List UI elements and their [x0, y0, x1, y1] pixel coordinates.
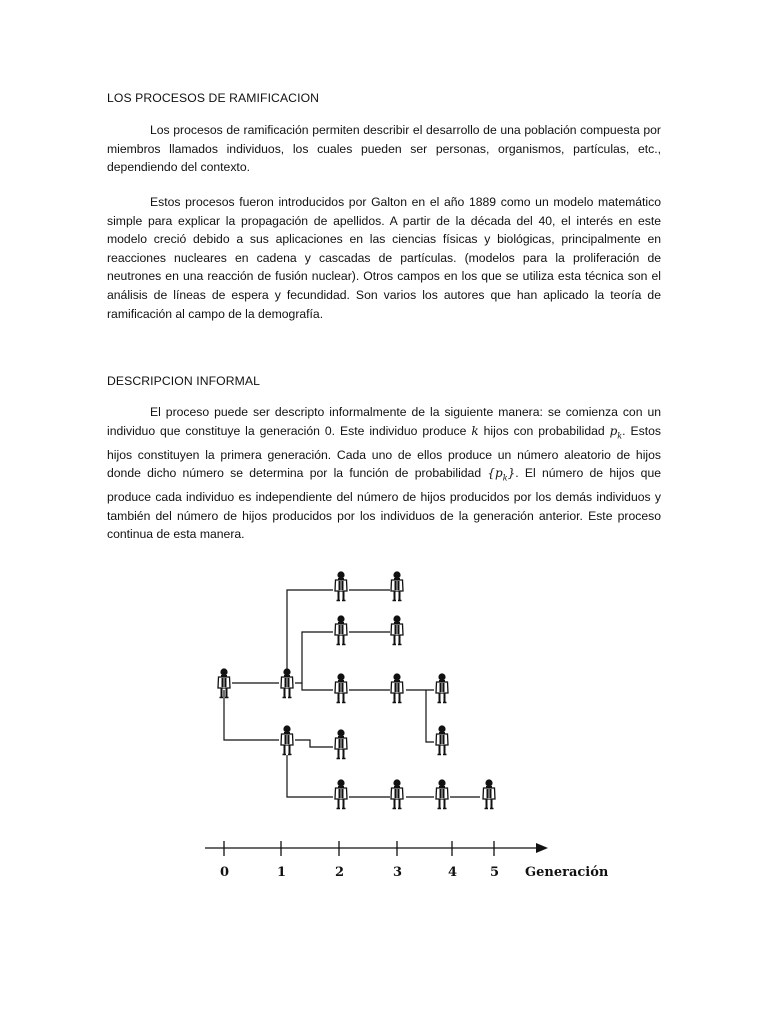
set-p: p	[495, 466, 503, 481]
individual-gen4-b	[436, 725, 448, 754]
set-close: }	[507, 466, 516, 481]
axis-tick-label-5: 5	[490, 865, 500, 880]
desc-text-d: . El número de hijos que produce cada individuo es independiente del número de hijos producidos por los demás individuos y también del número de hijos producidos por los individuos de la generación anterior. Este proceso continua de esta manera.	[107, 466, 661, 542]
axis-tick-label-3: 3	[393, 865, 403, 880]
section-title-descripcion: DESCRIPCION INFORMAL	[107, 374, 261, 388]
math-sub-k: k	[617, 430, 623, 440]
individual-gen2-c	[335, 673, 347, 702]
paragraph-intro-text: Los procesos de ramificación permiten describir el desarrollo de una población compuesta por miembros llamados individuos, los cuales pueden ser personas, organismos, partículas, etc., dependiendo del contexto.	[107, 123, 661, 175]
individual-gen2-a	[335, 571, 347, 600]
individual-gen3-d	[391, 779, 403, 808]
individual-gen2-d	[335, 729, 347, 758]
section-title-ramificacion: LOS PROCESOS DE RAMIFICACION	[107, 91, 320, 105]
individual-gen4-a	[436, 673, 448, 702]
desc-text-a: El proceso puede ser descripto informalmente de la siguiente manera: se comienza con un individuo que constituye la generación 0. Este individuo produce	[107, 405, 661, 438]
axis-tick-label-1: 1	[277, 865, 287, 880]
axis-tick-label-2: 2	[335, 865, 345, 880]
desc-text-c: . Estos hijos constituyen la primera generación. Cada uno de ellos produce un número aleatorio de hijos donde dicho número se determina por la función de probabilidad	[107, 423, 661, 481]
individual-gen1-a	[281, 668, 293, 697]
axis-tick-label-4: 4	[448, 865, 458, 880]
individual-gen2-e	[335, 779, 347, 808]
axis-ticks	[220, 841, 499, 880]
individual-gen4-c	[436, 779, 448, 808]
generation-axis	[205, 841, 609, 880]
set-sub-k: k	[502, 473, 508, 483]
desc-text-b: hijos con probabilidad	[478, 423, 610, 438]
individual-gen3-b	[391, 615, 403, 644]
individual-gen3-a	[391, 571, 403, 600]
set-open: {	[487, 466, 496, 481]
individual-gen1-b	[281, 725, 293, 754]
paragraph-history-text: Estos procesos fueron introducidos por Galton en el año 1889 como un modelo matemático simple para explicar la propagación de apellidos. A partir de la década del 40, el interés en este modelo creció debido a sus aplicaciones en las ciencias físicas y biológicas, principalmente en reacciones nucleares en cadena y cascadas de partículas. (modelos para la proliferación de neutrones en una reacción de fusión nuclear). Otros campos en los que se utiliza esta técnica son el análisis de líneas de espera y fecundidad. Son varios los autores que han aplicado la teoría de ramificación al campo de la demografía.	[107, 195, 661, 321]
individual-gen5-a	[483, 779, 495, 808]
math-p: p	[609, 423, 618, 438]
individual-gen3-c	[391, 673, 403, 702]
axis-tick-label-0: 0	[220, 865, 230, 880]
individual-gen2-b	[335, 615, 347, 644]
axis-arrow-icon	[536, 843, 548, 853]
axis-label: Generación	[525, 865, 609, 880]
math-k: k	[471, 423, 479, 438]
